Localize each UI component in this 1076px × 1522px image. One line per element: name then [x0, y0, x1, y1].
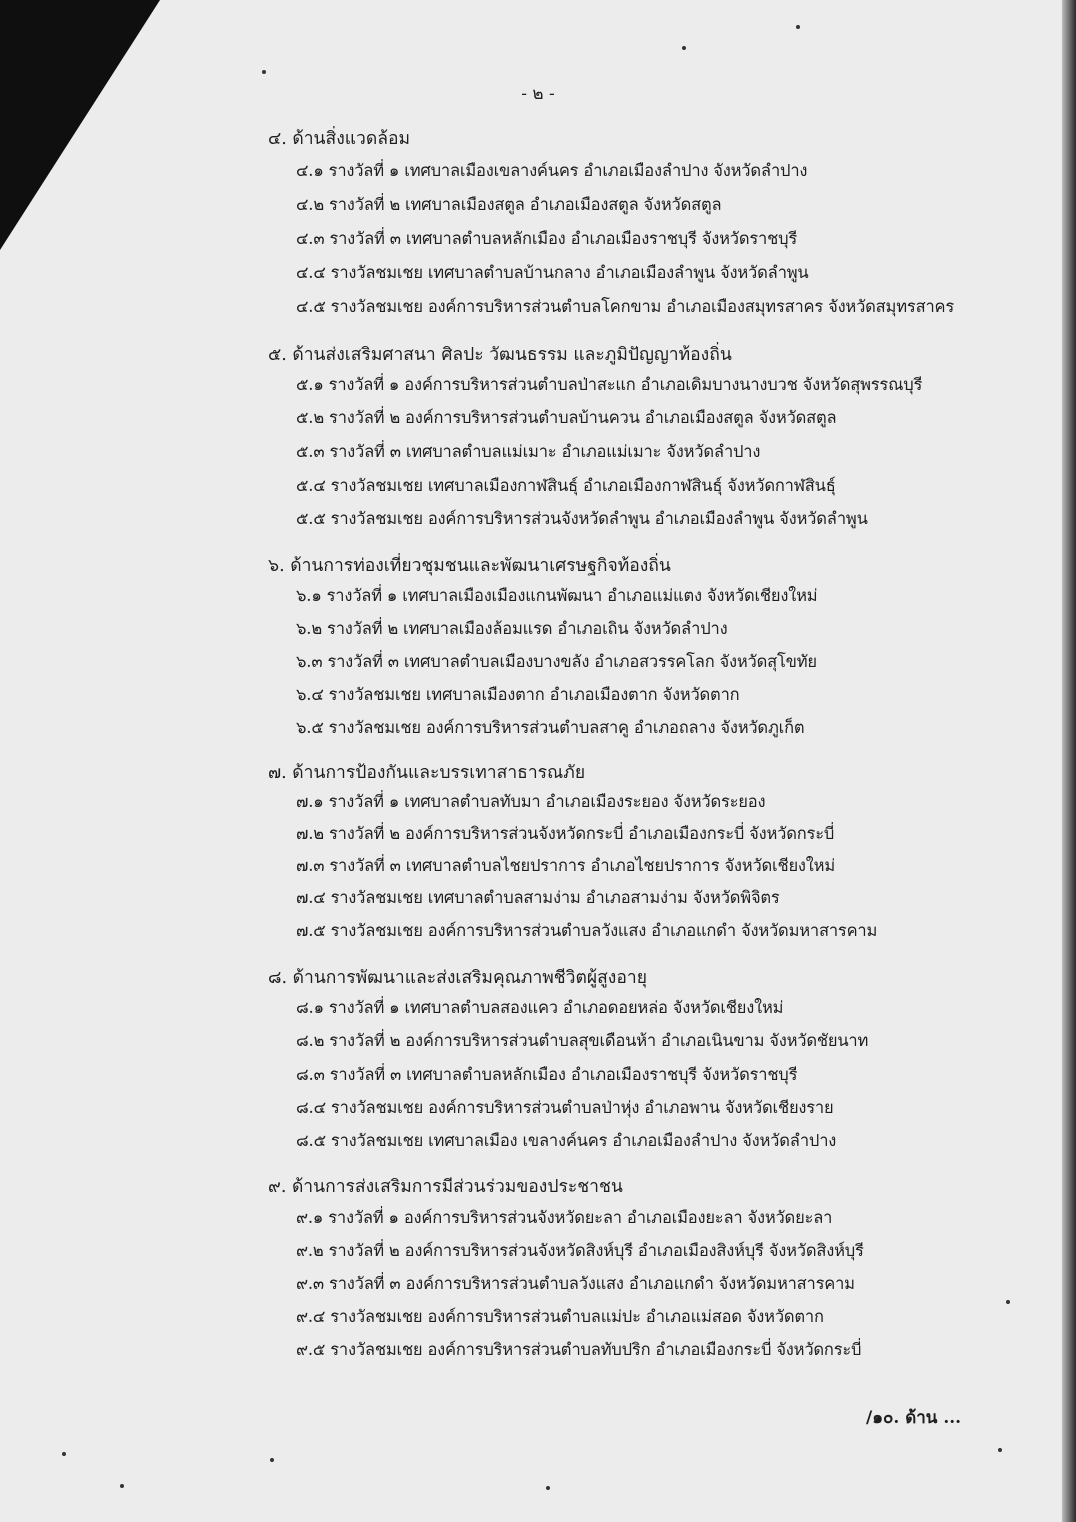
list-item: ๙.๓ รางวัลที่ ๓ องค์การบริหารส่วนตำบลวังแสง อำเภอแกดำ จังหวัดมหาสารคาม	[296, 1274, 855, 1293]
list-item: ๔.๒ รางวัลที่ ๒ เทศบาลเมืองสตูล อำเภอเมืองสตูล จังหวัดสตูล	[296, 195, 722, 214]
list-item: ๔.๕ รางวัลชมเชย องค์การบริหารส่วนตำบลโคกขาม อำเภอเมืองสมุทรสาคร จังหวัดสมุทรสาคร	[296, 297, 955, 316]
list-item: ๔.๔ รางวัลชมเชย เทศบาลตำบลบ้านกลาง อำเภอเมืองลำพูน จังหวัดลำพูน	[296, 263, 809, 282]
scan-right-edge	[1062, 0, 1076, 1522]
list-item: ๕.๕ รางวัลชมเชย องค์การบริหารส่วนจังหวัดลำพูน อำเภอเมืองลำพูน จังหวัดลำพูน	[296, 509, 868, 528]
scan-speck	[62, 1452, 66, 1456]
section-heading-7: ๗. ด้านการป้องกันและบรรเทาสาธารณภัย	[268, 763, 586, 783]
list-item: ๗.๔ รางวัลชมเชย เทศบาลตำบลสามง่าม อำเภอสามง่าม จังหวัดพิจิตร	[296, 888, 780, 907]
list-item: ๙.๒ รางวัลที่ ๒ องค์การบริหารส่วนจังหวัดสิงห์บุรี อำเภอเมืองสิงห์บุรี จังหวัดสิงห์บุรี	[296, 1241, 864, 1260]
scan-speck	[1006, 1300, 1010, 1304]
list-item: ๖.๔ รางวัลชมเชย เทศบาลเมืองตาก อำเภอเมืองตาก จังหวัดตาก	[296, 685, 740, 704]
list-item: ๗.๓ รางวัลที่ ๓ เทศบาลตำบลไชยปราการ อำเภอไชยปราการ จังหวัดเชียงใหม่	[296, 856, 835, 875]
list-item: ๙.๑ รางวัลที่ ๑ องค์การบริหารส่วนจังหวัดยะลา อำเภอเมืองยะลา จังหวัดยะลา	[296, 1208, 833, 1227]
list-item: ๘.๕ รางวัลชมเชย เทศบาลเมือง เขลางค์นคร อำเภอเมืองลำปาง จังหวัดลำปาง	[296, 1131, 837, 1150]
list-item: ๕.๑ รางวัลที่ ๑ องค์การบริหารส่วนตำบลป่าสะแก อำเภอเดิมบางนางบวช จังหวัดสุพรรณบุรี	[296, 375, 923, 394]
list-item: ๘.๓ รางวัลที่ ๓ เทศบาลตำบลหลักเมือง อำเภอเมืองราชบุรี จังหวัดราชบุรี	[296, 1065, 798, 1084]
scan-speck	[796, 25, 800, 29]
scan-corner-shadow	[0, 0, 160, 250]
section-heading-4: ๔. ด้านสิ่งแวดล้อม	[268, 129, 410, 149]
scan-speck	[120, 1484, 124, 1488]
section-heading-6: ๖. ด้านการท่องเที่ยวชุมชนและพัฒนาเศรษฐกิจท้องถิ่น	[268, 556, 671, 576]
list-item: ๖.๓ รางวัลที่ ๓ เทศบาลตำบลเมืองบางขลัง อำเภอสวรรคโลก จังหวัดสุโขทัย	[296, 652, 817, 671]
section-heading-9: ๙. ด้านการส่งเสริมการมีส่วนร่วมของประชาชน	[268, 1177, 623, 1197]
list-item: ๗.๑ รางวัลที่ ๑ เทศบาลตำบลทับมา อำเภอเมืองระยอง จังหวัดระยอง	[296, 792, 766, 811]
scan-speck	[998, 1448, 1002, 1452]
list-item: ๖.๕ รางวัลชมเชย องค์การบริหารส่วนตำบลสาคู อำเภอถลาง จังหวัดภูเก็ต	[296, 718, 805, 737]
scan-speck	[682, 46, 686, 50]
list-item: ๔.๓ รางวัลที่ ๓ เทศบาลตำบลหลักเมือง อำเภอเมืองราชบุรี จังหวัดราชบุรี	[296, 229, 798, 248]
section-heading-8: ๘. ด้านการพัฒนาและส่งเสริมคุณภาพชีวิตผู้สูงอายุ	[268, 968, 647, 988]
list-item: ๔.๑ รางวัลที่ ๑ เทศบาลเมืองเขลางค์นคร อำเภอเมืองลำปาง จังหวัดลำปาง	[296, 161, 808, 180]
list-item: ๕.๔ รางวัลชมเชย เทศบาลเมืองกาฬสินธุ์ อำเภอเมืองกาฬสินธุ์ จังหวัดกาฬสินธุ์	[296, 476, 836, 495]
continuation-marker: /๑๐. ด้าน ...	[866, 1408, 962, 1428]
list-item: ๖.๒ รางวัลที่ ๒ เทศบาลเมืองล้อมแรด อำเภอเถิน จังหวัดลำปาง	[296, 619, 728, 638]
list-item: ๙.๔ รางวัลชมเชย องค์การบริหารส่วนตำบลแม่ปะ อำเภอแม่สอด จังหวัดตาก	[296, 1307, 824, 1326]
list-item: ๖.๑ รางวัลที่ ๑ เทศบาลเมืองเมืองแกนพัฒนา อำเภอแม่แตง จังหวัดเชียงใหม่	[296, 586, 818, 605]
list-item: ๗.๒ รางวัลที่ ๒ องค์การบริหารส่วนจังหวัดกระบี่ อำเภอเมืองกระบี่ จังหวัดกระบี่	[296, 824, 835, 843]
scan-speck	[262, 70, 266, 74]
list-item: ๘.๑ รางวัลที่ ๑ เทศบาลตำบลสองแคว อำเภอดอยหล่อ จังหวัดเชียงใหม่	[296, 998, 784, 1017]
list-item: ๕.๒ รางวัลที่ ๒ องค์การบริหารส่วนตำบลบ้านควน อำเภอเมืองสตูล จังหวัดสตูล	[296, 408, 837, 427]
list-item: ๕.๓ รางวัลที่ ๓ เทศบาลตำบลแม่เมาะ อำเภอแม่เมาะ จังหวัดลำปาง	[296, 442, 761, 461]
section-heading-5: ๕. ด้านส่งเสริมศาสนา ศิลปะ วัฒนธรรม และภูมิปัญญาท้องถิ่น	[268, 345, 732, 365]
scan-speck	[546, 1486, 550, 1490]
page-number: - ๒ -	[521, 84, 555, 104]
list-item: ๙.๕ รางวัลชมเชย องค์การบริหารส่วนตำบลทับปริก อำเภอเมืองกระบี่ จังหวัดกระบี่	[296, 1340, 862, 1359]
scan-speck	[270, 1458, 274, 1462]
list-item: ๘.๒ รางวัลที่ ๒ องค์การบริหารส่วนตำบลสุขเดือนห้า อำเภอเนินขาม จังหวัดชัยนาท	[296, 1031, 869, 1050]
list-item: ๗.๕ รางวัลชมเชย องค์การบริหารส่วนตำบลวังแสง อำเภอแกดำ จังหวัดมหาสารคาม	[296, 921, 878, 940]
list-item: ๘.๔ รางวัลชมเชย องค์การบริหารส่วนตำบลป่าหุ่ง อำเภอพาน จังหวัดเชียงราย	[296, 1098, 834, 1117]
